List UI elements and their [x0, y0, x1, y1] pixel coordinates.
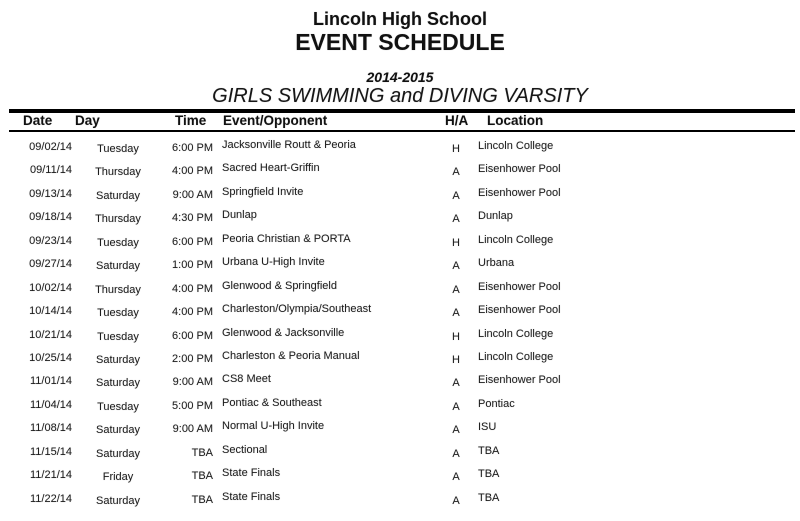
table-row	[0, 230, 800, 253]
column-header-day: Day	[75, 113, 100, 128]
cell-date: 10/21/14	[29, 328, 72, 341]
cell-day: Saturday	[95, 424, 141, 437]
table-row	[0, 417, 800, 440]
header-rule	[9, 130, 795, 132]
cell-location: TBA	[478, 444, 500, 457]
table-body	[0, 136, 800, 511]
cell-time: 6:00 PM	[172, 329, 213, 342]
column-header-time: Time	[175, 113, 207, 128]
cell-location: Lincoln College	[478, 140, 554, 152]
cell-time: 4:00 PM	[172, 282, 213, 295]
cell-time: 6:00 PM	[172, 142, 213, 154]
cell-location: Eisenhower Pool	[478, 374, 561, 387]
cell-location: TBA	[478, 491, 500, 504]
cell-date: 11/15/14	[29, 445, 72, 458]
cell-date: 09/11/14	[29, 164, 72, 177]
cell-day: Thursday	[95, 283, 141, 296]
table-row	[0, 441, 800, 464]
document-header	[0, 0, 800, 107]
table-row	[0, 300, 800, 323]
cell-event: Sectional	[222, 443, 268, 456]
cell-ha: A	[452, 377, 460, 390]
cell-date: 10/14/14	[29, 305, 72, 318]
cell-event: CS8 Meet	[222, 373, 271, 386]
cell-event: Glenwood & Springfield	[222, 279, 337, 292]
cell-location: Urbana	[478, 257, 515, 270]
cell-ha: A	[452, 307, 460, 320]
cell-day: Saturday	[95, 189, 141, 202]
cell-date: 11/22/14	[29, 492, 72, 505]
cell-ha: A	[452, 283, 460, 296]
table-row	[0, 370, 800, 393]
table-row	[0, 464, 800, 487]
table-header-row	[0, 112, 800, 130]
cell-time: 6:00 PM	[172, 235, 213, 248]
cell-date: 11/04/14	[29, 398, 72, 411]
cell-time: TBA	[191, 446, 213, 459]
cell-day: Tuesday	[97, 400, 139, 413]
page-title: EVENT SCHEDULE	[295, 29, 505, 55]
cell-location: Pontiac	[478, 397, 515, 410]
table-row	[0, 253, 800, 276]
cell-day: Saturday	[95, 353, 141, 366]
cell-day: Friday	[102, 471, 134, 484]
table-row	[0, 159, 800, 182]
cell-date: 11/01/14	[29, 375, 72, 388]
cell-location: Lincoln College	[478, 350, 554, 363]
cell-location: Lincoln College	[478, 327, 554, 340]
cell-event: Peoria Christian & PORTA	[222, 232, 351, 245]
cell-date: 09/13/14	[29, 187, 72, 200]
cell-ha: A	[452, 424, 460, 437]
cell-day: Saturday	[95, 494, 141, 507]
cell-time: 4:00 PM	[172, 165, 213, 178]
cell-time: 5:00 PM	[172, 399, 213, 412]
cell-location: Lincoln College	[478, 233, 554, 246]
cell-date: 09/27/14	[29, 258, 72, 271]
table-row	[0, 277, 800, 300]
cell-event: Urbana U-High Invite	[222, 256, 325, 269]
table-row	[0, 136, 800, 159]
cell-time: TBA	[191, 470, 213, 483]
cell-day: Saturday	[95, 377, 141, 390]
cell-ha: A	[452, 400, 460, 413]
cell-event: Charleston & Peoria Manual	[222, 349, 360, 362]
cell-event: State Finals	[222, 467, 281, 480]
cell-event: Dunlap	[222, 209, 257, 222]
column-header-date: Date	[23, 113, 53, 128]
cell-ha: H	[452, 330, 460, 343]
column-header-location: Location	[487, 113, 544, 128]
cell-time: 9:00 AM	[172, 376, 213, 389]
table-row	[0, 324, 800, 347]
cell-time: 2:00 PM	[172, 352, 213, 365]
cell-location: TBA	[478, 468, 500, 481]
cell-date: 09/18/14	[29, 211, 72, 224]
team-subtitle: GIRLS SWIMMING and DIVING VARSITY	[212, 85, 588, 107]
cell-ha: A	[452, 213, 460, 226]
cell-date: 11/08/14	[29, 422, 72, 435]
table-row	[0, 394, 800, 417]
cell-date: 09/02/14	[29, 141, 72, 153]
cell-event: State Finals	[222, 490, 281, 503]
cell-location: ISU	[478, 421, 497, 434]
cell-day: Tuesday	[97, 330, 139, 343]
cell-event: Pontiac & Southeast	[222, 396, 322, 409]
cell-ha: A	[452, 494, 460, 507]
cell-ha: A	[452, 260, 460, 273]
cell-day: Tuesday	[97, 236, 139, 249]
cell-event: Sacred Heart-Griffin	[222, 162, 320, 175]
cell-time: 4:00 PM	[172, 306, 213, 319]
cell-location: Eisenhower Pool	[478, 280, 561, 293]
school-name: Lincoln High School	[313, 9, 487, 29]
cell-day: Tuesday	[97, 307, 139, 320]
cell-time: 9:00 AM	[172, 188, 213, 201]
cell-day: Tuesday	[97, 143, 139, 155]
cell-date: 10/25/14	[29, 351, 72, 364]
cell-ha: A	[452, 447, 460, 460]
cell-time: 9:00 AM	[172, 423, 213, 436]
cell-ha: A	[452, 166, 460, 179]
cell-event: Jacksonville Routt & Peoria	[222, 139, 356, 151]
cell-day: Saturday	[95, 260, 141, 273]
cell-date: 11/21/14	[29, 469, 72, 482]
cell-ha: A	[452, 471, 460, 484]
cell-location: Dunlap	[478, 210, 513, 223]
column-header-ha: H/A	[445, 113, 469, 128]
cell-location: Eisenhower Pool	[478, 304, 561, 317]
cell-time: 1:00 PM	[172, 259, 213, 272]
table-row	[0, 206, 800, 229]
cell-time: 4:30 PM	[172, 212, 213, 225]
cell-ha: H	[452, 143, 460, 155]
cell-event: Glenwood & Jacksonville	[222, 326, 345, 339]
cell-day: Thursday	[95, 166, 141, 179]
cell-day: Saturday	[95, 447, 141, 460]
cell-location: Eisenhower Pool	[478, 163, 561, 176]
table-row	[0, 488, 800, 511]
cell-date: 09/23/14	[29, 234, 72, 247]
table-row	[0, 347, 800, 370]
cell-ha: H	[452, 353, 460, 366]
cell-event: Normal U-High Invite	[222, 420, 325, 433]
cell-event: Springfield Invite	[222, 185, 304, 198]
cell-location: Eisenhower Pool	[478, 186, 561, 199]
cell-ha: A	[452, 189, 460, 202]
cell-event: Charleston/Olympia/Southeast	[222, 303, 372, 316]
column-header-event: Event/Opponent	[223, 113, 328, 128]
cell-date: 10/02/14	[29, 281, 72, 294]
table-row	[0, 183, 800, 206]
season-label: 2014-2015	[366, 69, 434, 85]
cell-day: Thursday	[95, 213, 141, 226]
cell-time: TBA	[191, 493, 213, 506]
cell-ha: H	[452, 236, 460, 249]
